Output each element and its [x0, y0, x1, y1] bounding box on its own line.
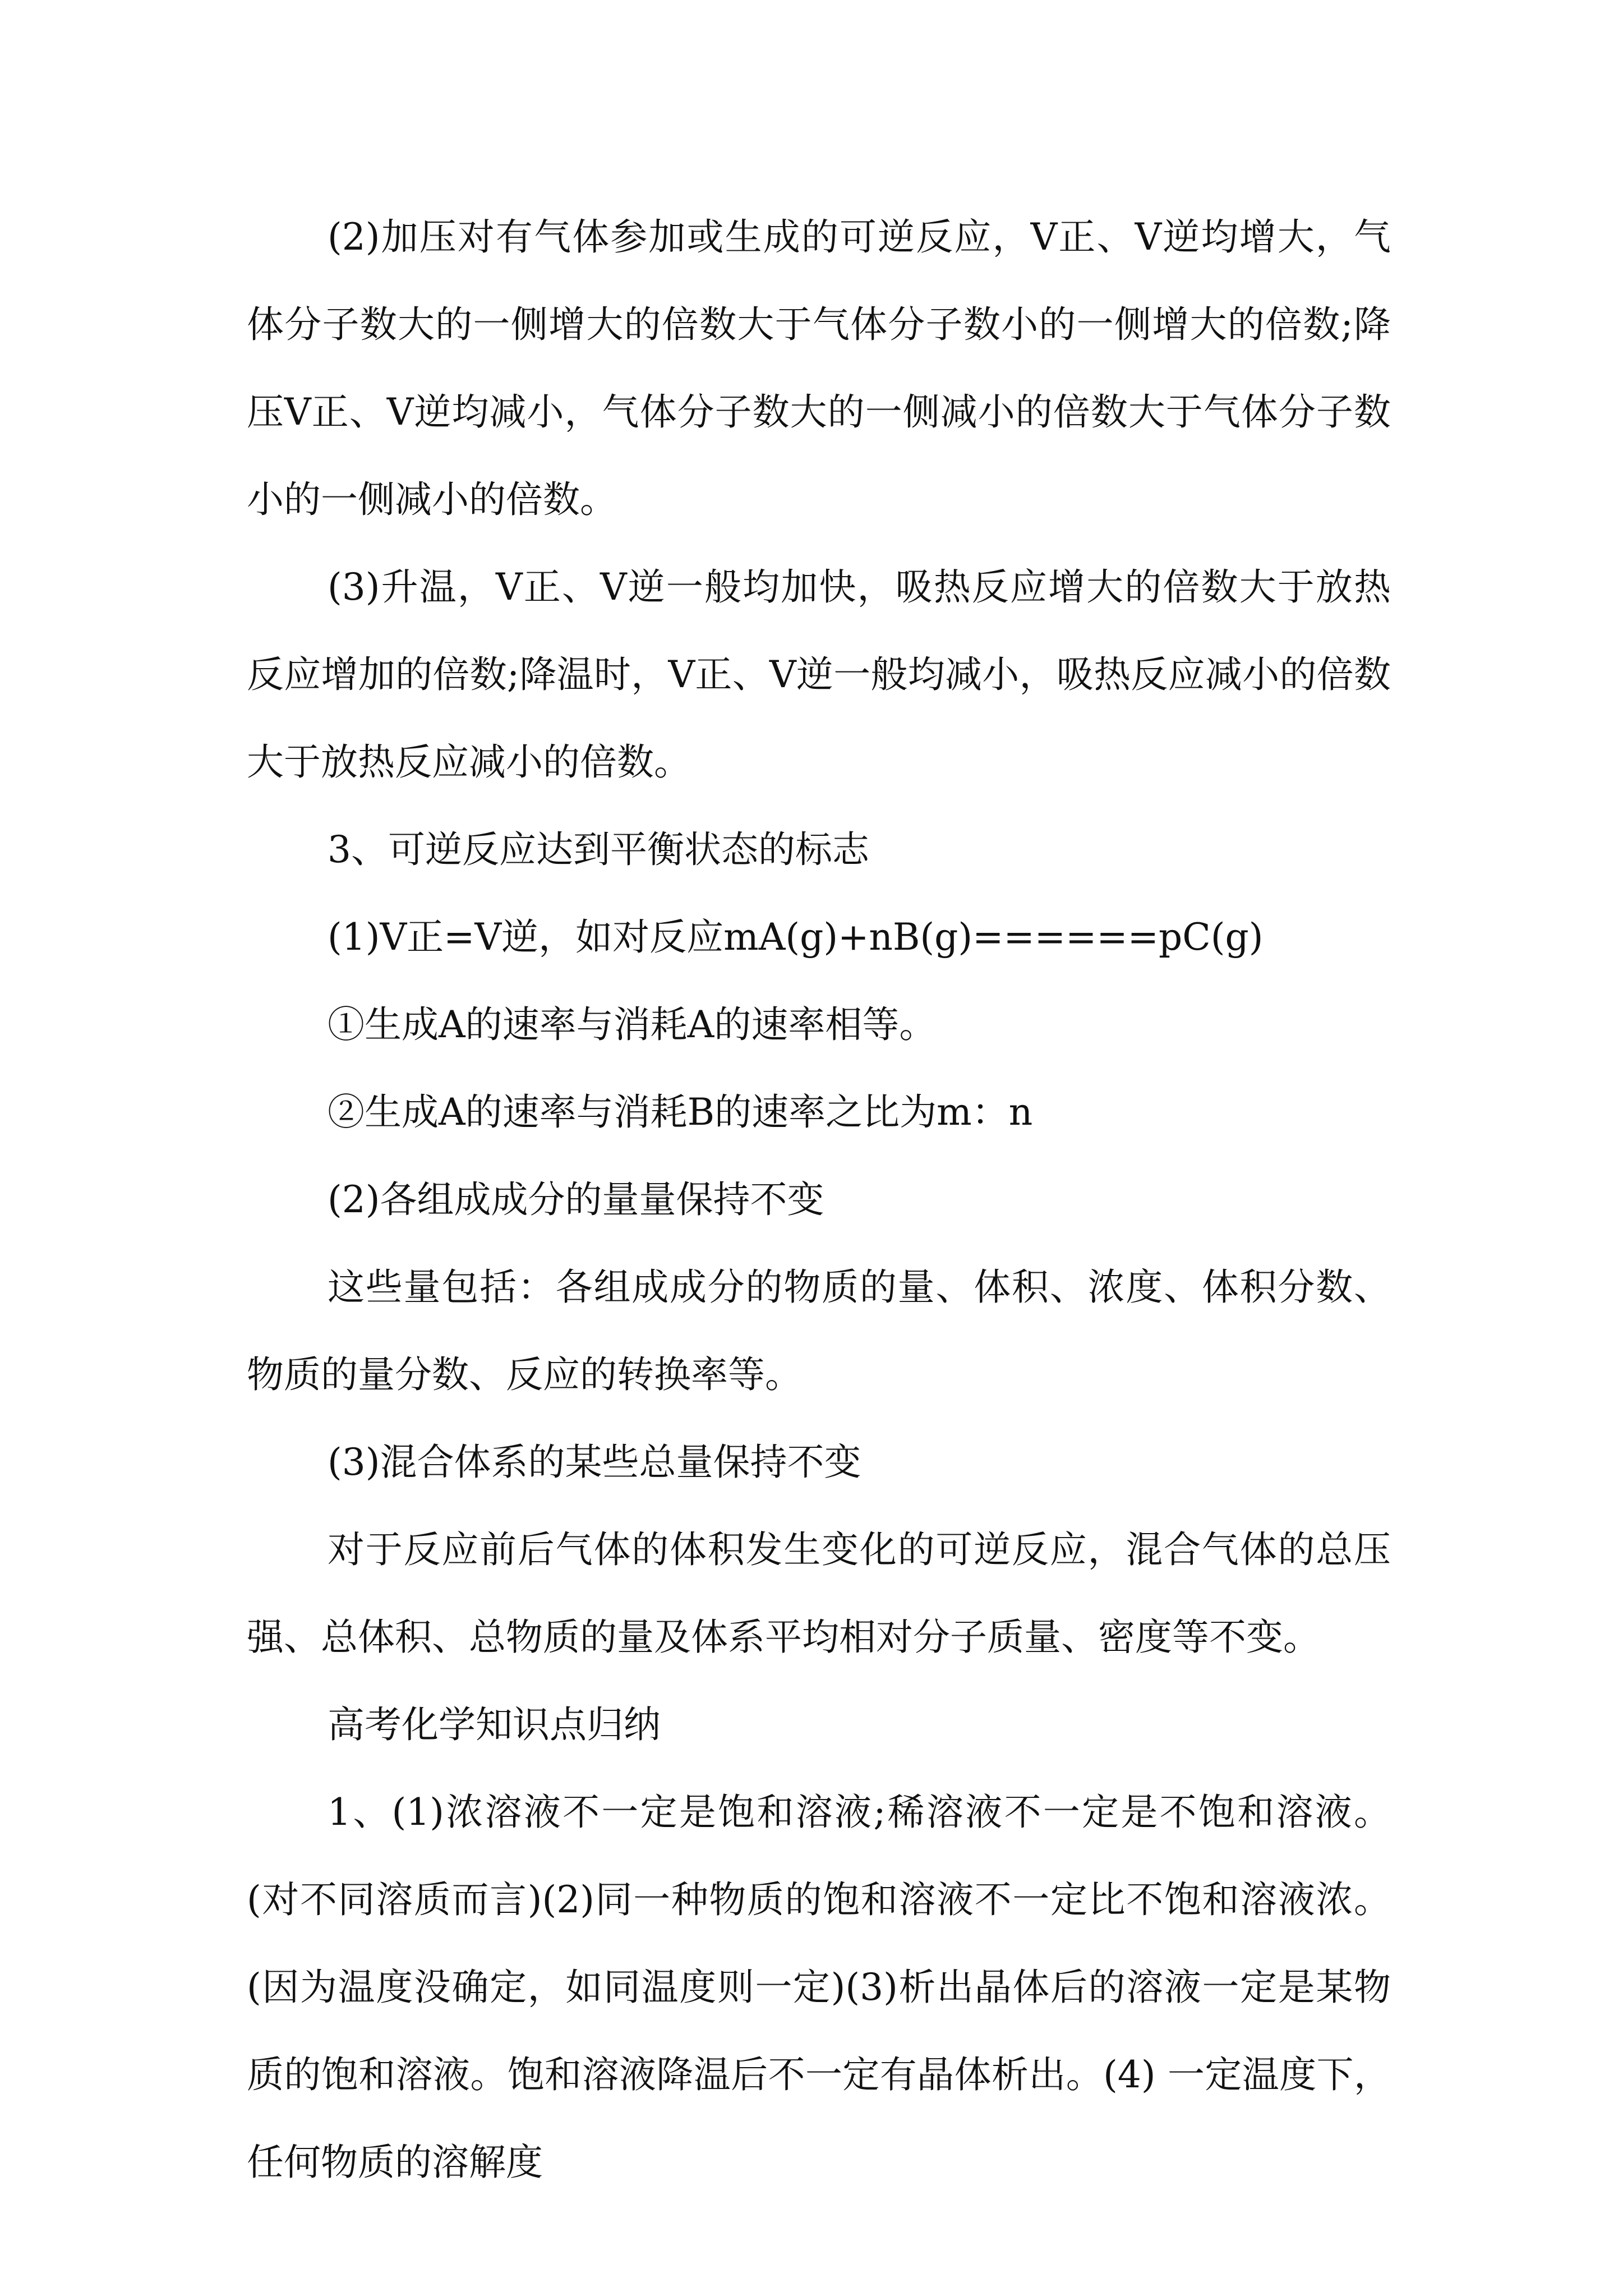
list-item-rate-a-equal: ①生成A的速率与消耗A的速率相等。 — [328, 1003, 937, 1046]
paragraph-temperature-effect: (3)升温，V正、V逆一般均加快，吸热反应增大的倍数大于放热反应增加的倍数;降温时，V正、V逆一般均减小，吸热反应减小的倍数大于放热反应减小的倍数。 — [247, 565, 1391, 784]
paragraph-pressure-effect: (2)加压对有气体参加或生成的可逆反应，V正、V逆均增大，气体分子数大的一侧增大的倍数大于气体分子数小的一侧增大的倍数;降压V正、V逆均减小，气体分子数大的一侧减小的倍数大于气体分子数小的一侧减小的倍数。 — [247, 215, 1391, 521]
paragraph-total-quantities-constant: (3)混合体系的某些总量保持不变 — [328, 1441, 861, 1484]
list-item-rate-ratio: ②生成A的速率与消耗B的速率之比为m：n — [328, 1091, 1033, 1134]
paragraph-gas-volume-change: 对于反应前后气体的体积发生变化的可逆反应，混合气体的总压强、总体积、总物质的量及体系平均相对分子质量、密度等不变。 — [247, 1528, 1391, 1659]
section-heading-equilibrium-signs: 3、可逆反应达到平衡状态的标志 — [328, 828, 869, 871]
paragraph-quantities-included: 这些量包括：各组成成分的物质的量、体积、浓度、体积分数、物质的量分数、反应的转换率等。 — [247, 1266, 1391, 1396]
section-heading-knowledge-summary: 高考化学知识点归纳 — [328, 1703, 661, 1746]
paragraph-component-amounts-constant: (2)各组成成分的量量保持不变 — [328, 1178, 824, 1221]
paragraph-forward-equals-reverse: (1)V正=V逆，如对反应mA(g)+nB(g)======pC(g) — [328, 915, 1264, 959]
paragraph-solution-concepts: 1、(1)浓溶液不一定是饱和溶液;稀溶液不一定是不饱和溶液。(对不同溶质而言)(2)同一种物质的饱和溶液不一定比不饱和溶液浓。(因为温度没确定，如同温度则一定)(3)析出晶体后的溶液一定是某物质的饱和溶液。饱和溶液降温后不一定有晶体析出。(4) 一定温度下，任何物质的溶解度 — [247, 1791, 1391, 2184]
document-page — [247, 194, 1391, 2206]
